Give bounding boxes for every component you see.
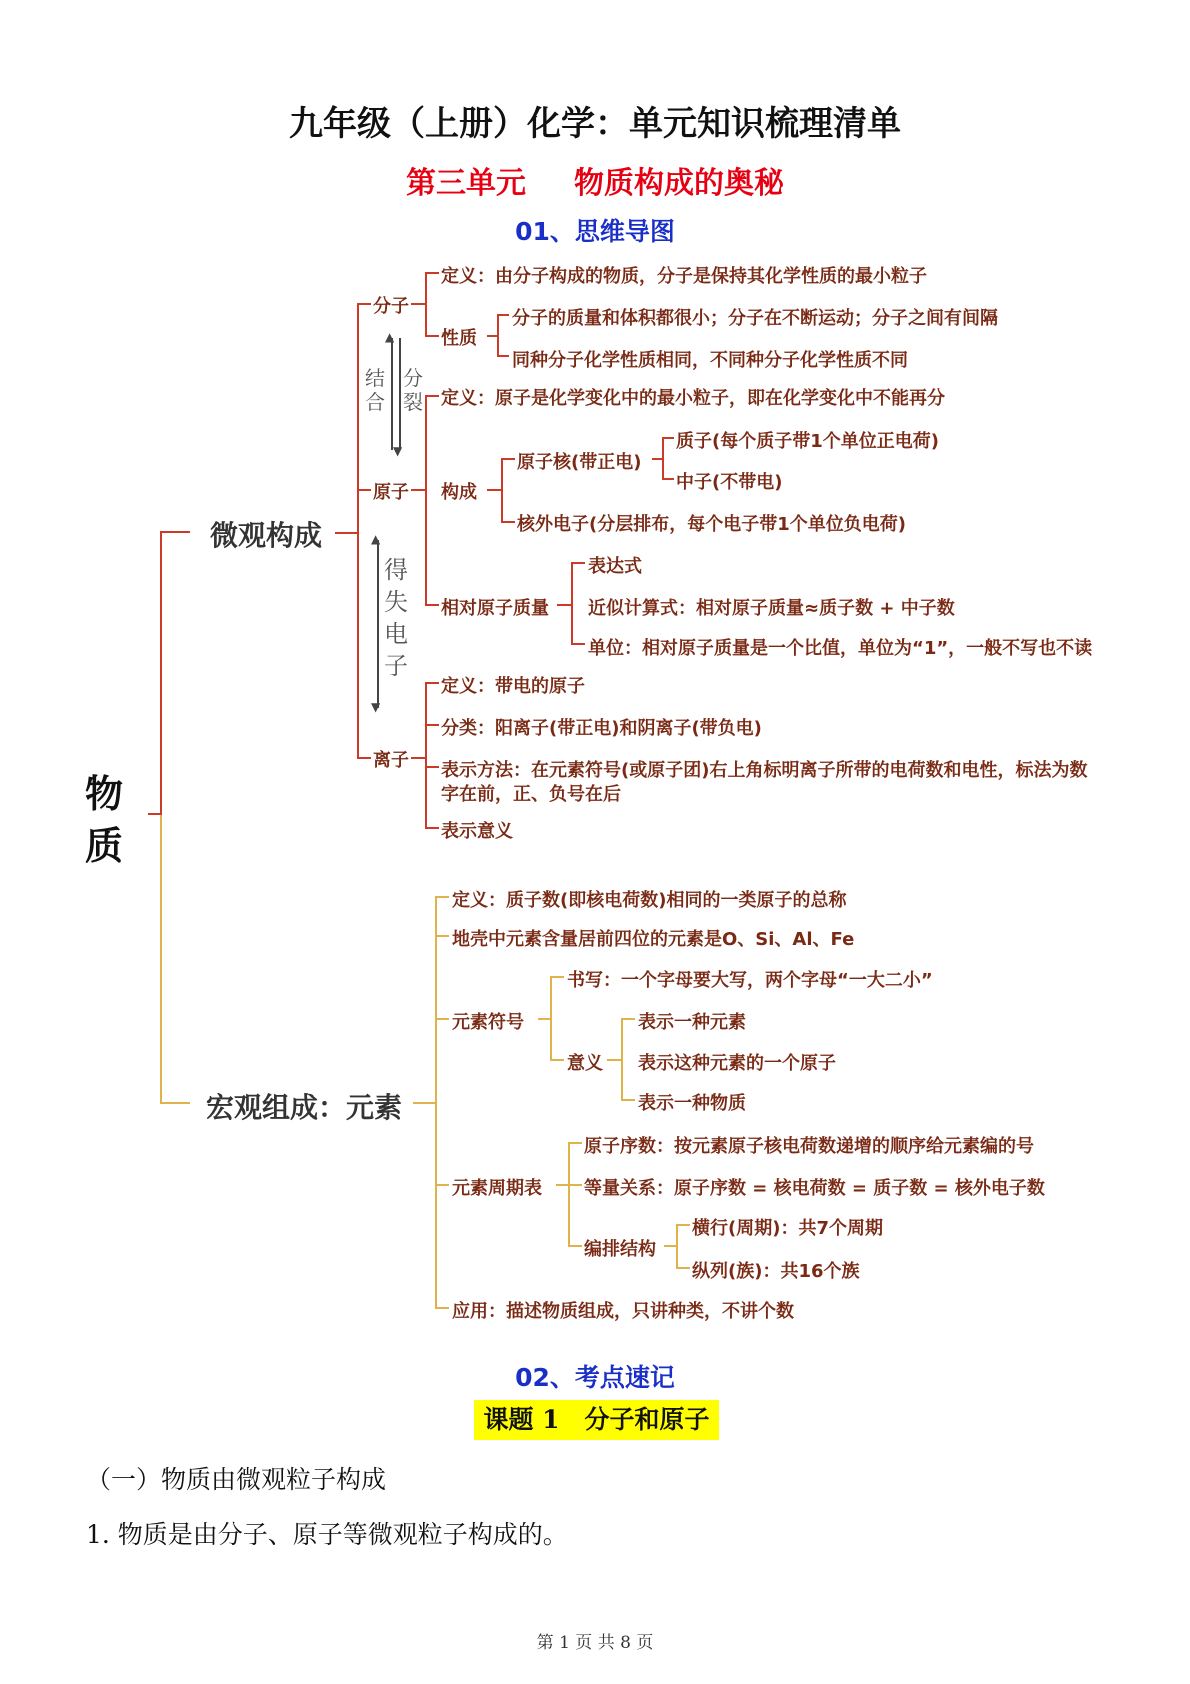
- node-layout-structure: 编排结构: [584, 1239, 656, 1260]
- arrow-updown-icon: [377, 540, 379, 708]
- groups: 纵列(族)：共16个族: [692, 1261, 860, 1282]
- mindmap-root: 物质: [84, 772, 123, 868]
- node-relative-atomic-mass: 相对原子质量: [441, 598, 549, 619]
- node-composition: 构成: [441, 482, 477, 503]
- node-symbol-meaning: 意义: [567, 1053, 603, 1074]
- periods: 横行(周期)：共7个周期: [692, 1218, 883, 1239]
- unit-heading: [0, 158, 1190, 202]
- ion-notation-line1: 表示方法：在元素符号(或原子团)右上角标明离子所带的电荷数和电性，标法为数: [441, 760, 1088, 781]
- atom-definition: 定义：原子是化学变化中的最小粒子，即在化学变化中不能再分: [441, 388, 945, 409]
- section-keypoints-heading: 02、考点速记: [515, 1363, 675, 1392]
- unit-note: 单位：相对原子质量是一个比值，单位为“1”，一般不写也不读: [588, 638, 1093, 659]
- element-application: 应用：描述物质组成，只讲种类，不讲个数: [452, 1301, 794, 1322]
- lesson-title: 课题 1 分子和原子: [474, 1400, 719, 1440]
- page-footer: 第 1 页 共 8 页: [536, 1633, 654, 1653]
- approx-formula: 近似计算式：相对原子质量≈质子数 + 中子数: [588, 598, 955, 619]
- ion-definition: 定义：带电的原子: [441, 676, 585, 697]
- arrowhead-up-icon: ▲: [371, 532, 381, 546]
- node-ion: 离子: [373, 750, 409, 771]
- ion-notation-line2: 字在前，正、负号在后: [441, 784, 621, 805]
- proton: 质子(每个质子带1个单位正电荷): [676, 431, 939, 452]
- node-molecule: 分子: [373, 296, 409, 317]
- section-mindmap-heading: 01、思维导图: [515, 217, 675, 246]
- macro-composition: 宏观组成：元素: [206, 1091, 403, 1124]
- arrowhead-down-icon: ▼: [393, 444, 403, 458]
- unit-number: 第三单元: [406, 166, 526, 201]
- atomic-number: 原子序数：按元素原子核电荷数递增的顺序给元素编的号: [584, 1136, 1034, 1157]
- node-atom: 原子: [373, 482, 409, 503]
- arrow-down-icon: [399, 338, 401, 450]
- symbol-meaning-3: 表示一种物质: [638, 1093, 746, 1114]
- molecule-definition: 定义：由分子构成的物质，分子是保持其化学性质的最小粒子: [441, 266, 927, 287]
- expression: 表达式: [588, 556, 642, 577]
- symbol-meaning-2: 表示这种元素的一个原子: [638, 1053, 836, 1074]
- label-combine: 结合: [365, 366, 385, 414]
- paragraph: 1. 物质是由分子、原子等微观粒子构成的。: [86, 1520, 568, 1549]
- molecule-property-2: 同种分子化学性质相同，不同种分子化学性质不同: [512, 350, 908, 371]
- micro-composition: 微观构成: [210, 519, 323, 552]
- symbol-writing: 书写：一个字母要大写，两个字母“一大二小”: [567, 970, 933, 991]
- arrowhead-up-icon: ▲: [385, 330, 395, 344]
- subheading: （一）物质由微观粒子构成: [86, 1465, 387, 1494]
- ion-meaning: 表示意义: [441, 821, 513, 842]
- molecule-property-1: 分子的质量和体积都很小；分子在不断运动；分子之间有间隔: [512, 308, 998, 329]
- equality-relation: 等量关系：原子序数 = 核电荷数 = 质子数 = 核外电子数: [584, 1178, 1045, 1199]
- page-title: 九年级（上册）化学：单元知识梳理清单: [289, 104, 901, 144]
- node-molecule-property: 性质: [441, 328, 477, 349]
- neutron: 中子(不带电): [676, 472, 783, 493]
- label-gain-lose-electrons: 得失电子: [384, 556, 408, 680]
- arrowhead-down-icon: ▼: [371, 700, 381, 714]
- label-split: 分裂: [403, 366, 423, 414]
- node-periodic-table: 元素周期表: [452, 1178, 542, 1199]
- arrow-up-icon: [391, 338, 393, 450]
- node-nucleus: 原子核(带正电): [517, 452, 642, 473]
- element-definition: 定义：质子数(即核电荷数)相同的一类原子的总称: [452, 890, 847, 911]
- symbol-meaning-1: 表示一种元素: [638, 1012, 746, 1033]
- electron: 核外电子(分层排布，每个电子带1个单位负电荷): [517, 514, 906, 535]
- element-crust: 地壳中元素含量居前四位的元素是O、Si、Al、Fe: [452, 929, 855, 950]
- unit-title: 物质构成的奥秘: [574, 166, 784, 201]
- ion-classification: 分类：阳离子(带正电)和阴离子(带负电): [441, 718, 762, 739]
- node-element-symbol: 元素符号: [452, 1012, 524, 1033]
